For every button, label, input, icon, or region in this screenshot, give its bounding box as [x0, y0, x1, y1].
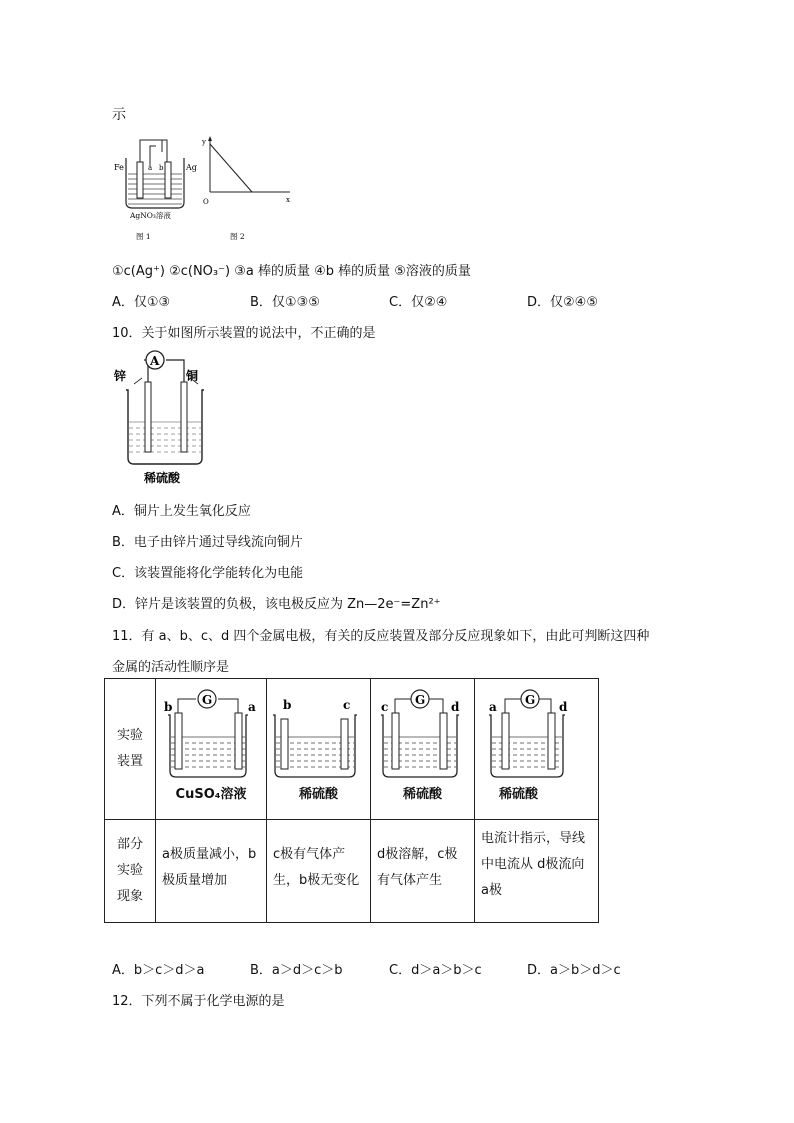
- row-head-observation-text: 部分实验现象: [116, 837, 143, 904]
- fig1-fe-label: Fe: [114, 163, 124, 172]
- q10-acid-caption: 稀硫酸: [144, 471, 181, 485]
- device-2: [267, 679, 371, 820]
- q9-figures: [112, 132, 302, 247]
- q9-option-c: C．仅②④: [389, 295, 448, 310]
- device-2-caption: 稀硫酸: [298, 787, 338, 802]
- observation-4: 电流计指示，导线中电流从 d极流向 a极: [475, 820, 599, 923]
- q10-stem: 10．关于如图所示装置的说法中，不正确的是: [112, 326, 376, 341]
- device-2-left: b: [283, 698, 292, 712]
- fig2-x-label: x: [286, 196, 290, 204]
- fig2-y-label: y: [202, 138, 206, 146]
- q10-option-b: B．电子由锌片通过导线流向铜片: [112, 535, 303, 550]
- fig1-solution-label: AgNO₃溶液: [130, 211, 171, 220]
- q11-option-d: D．a＞b＞d＞c: [527, 963, 621, 978]
- row-head-device-text: 实验装置: [116, 728, 143, 769]
- q11-stem-line2: 金属的活动性顺序是: [112, 660, 230, 675]
- device-2-right: c: [343, 698, 351, 712]
- q9-items: ①c(Ag⁺) ②c(NO₃⁻) ③a 棒的质量 ④b 棒的质量 ⑤溶液的质量: [112, 264, 471, 279]
- row-head-device: [105, 679, 156, 820]
- observation-3: d极溶解，c极有气体产生: [371, 820, 475, 923]
- q10-copper-label: 铜: [186, 369, 199, 383]
- device-4-caption: 稀硫酸: [498, 787, 538, 802]
- q9-option-b: B．仅①③⑤: [250, 295, 320, 310]
- q11-option-a: A．b＞c＞d＞a: [112, 963, 205, 978]
- q10-option-a: A．铜片上发生氧化反应: [112, 504, 251, 519]
- device-1-meter: G: [202, 693, 213, 707]
- q11-option-c: C．d＞a＞b＞c: [389, 963, 482, 978]
- q12-stem: 12．下列不属于化学电源的是: [112, 994, 285, 1009]
- q10-meter-label: A: [150, 354, 160, 368]
- device-1: [156, 679, 267, 820]
- device-3-meter: G: [415, 693, 426, 707]
- fig1-b-label: b: [159, 164, 164, 172]
- device-1-left: b: [164, 700, 173, 714]
- q11-experiment-table: [104, 678, 599, 923]
- device-1-caption: CuSO₄溶液: [175, 787, 247, 802]
- observation-1: a极质量减小，b极质量增加: [156, 820, 267, 923]
- q9-option-a: A．仅①③: [112, 295, 171, 310]
- row-head-observation: [105, 820, 156, 923]
- fig1-ag-label: Ag: [186, 163, 197, 172]
- q11-stem-line1: 11．有 a、b、c、d 四个金属电极，有关的反应装置及部分反应现象如下，由此可判断这四种: [112, 629, 650, 644]
- q10-figure: [112, 346, 222, 486]
- device-4-meter: G: [525, 693, 536, 707]
- device-3-left: c: [381, 700, 389, 714]
- fig1-caption: 图 1: [136, 232, 151, 241]
- page-fragment-text: 示: [112, 107, 126, 123]
- q10-zinc-label: 锌: [114, 369, 127, 383]
- device-3-caption: 稀硫酸: [402, 787, 442, 802]
- q10-option-c: C．该装置能将化学能转化为电能: [112, 566, 304, 581]
- device-4: [475, 679, 599, 820]
- q11-option-b: B．a＞d＞c＞b: [250, 963, 343, 978]
- q9-option-d: D．仅②④⑤: [527, 295, 598, 310]
- fig1-a-label: a: [148, 164, 153, 172]
- device-4-right: d: [559, 700, 568, 714]
- fig2-caption: 图 2: [230, 232, 245, 241]
- observation-2: c极有气体产生，b极无变化: [267, 820, 371, 923]
- device-3-right: d: [451, 700, 460, 714]
- q10-option-d: D．锌片是该装置的负极，该电极反应为 Zn—2e⁻=Zn²⁺: [112, 597, 441, 612]
- fig2-origin-label: O: [203, 198, 209, 206]
- device-4-left: a: [489, 700, 497, 714]
- device-1-right: a: [248, 700, 256, 714]
